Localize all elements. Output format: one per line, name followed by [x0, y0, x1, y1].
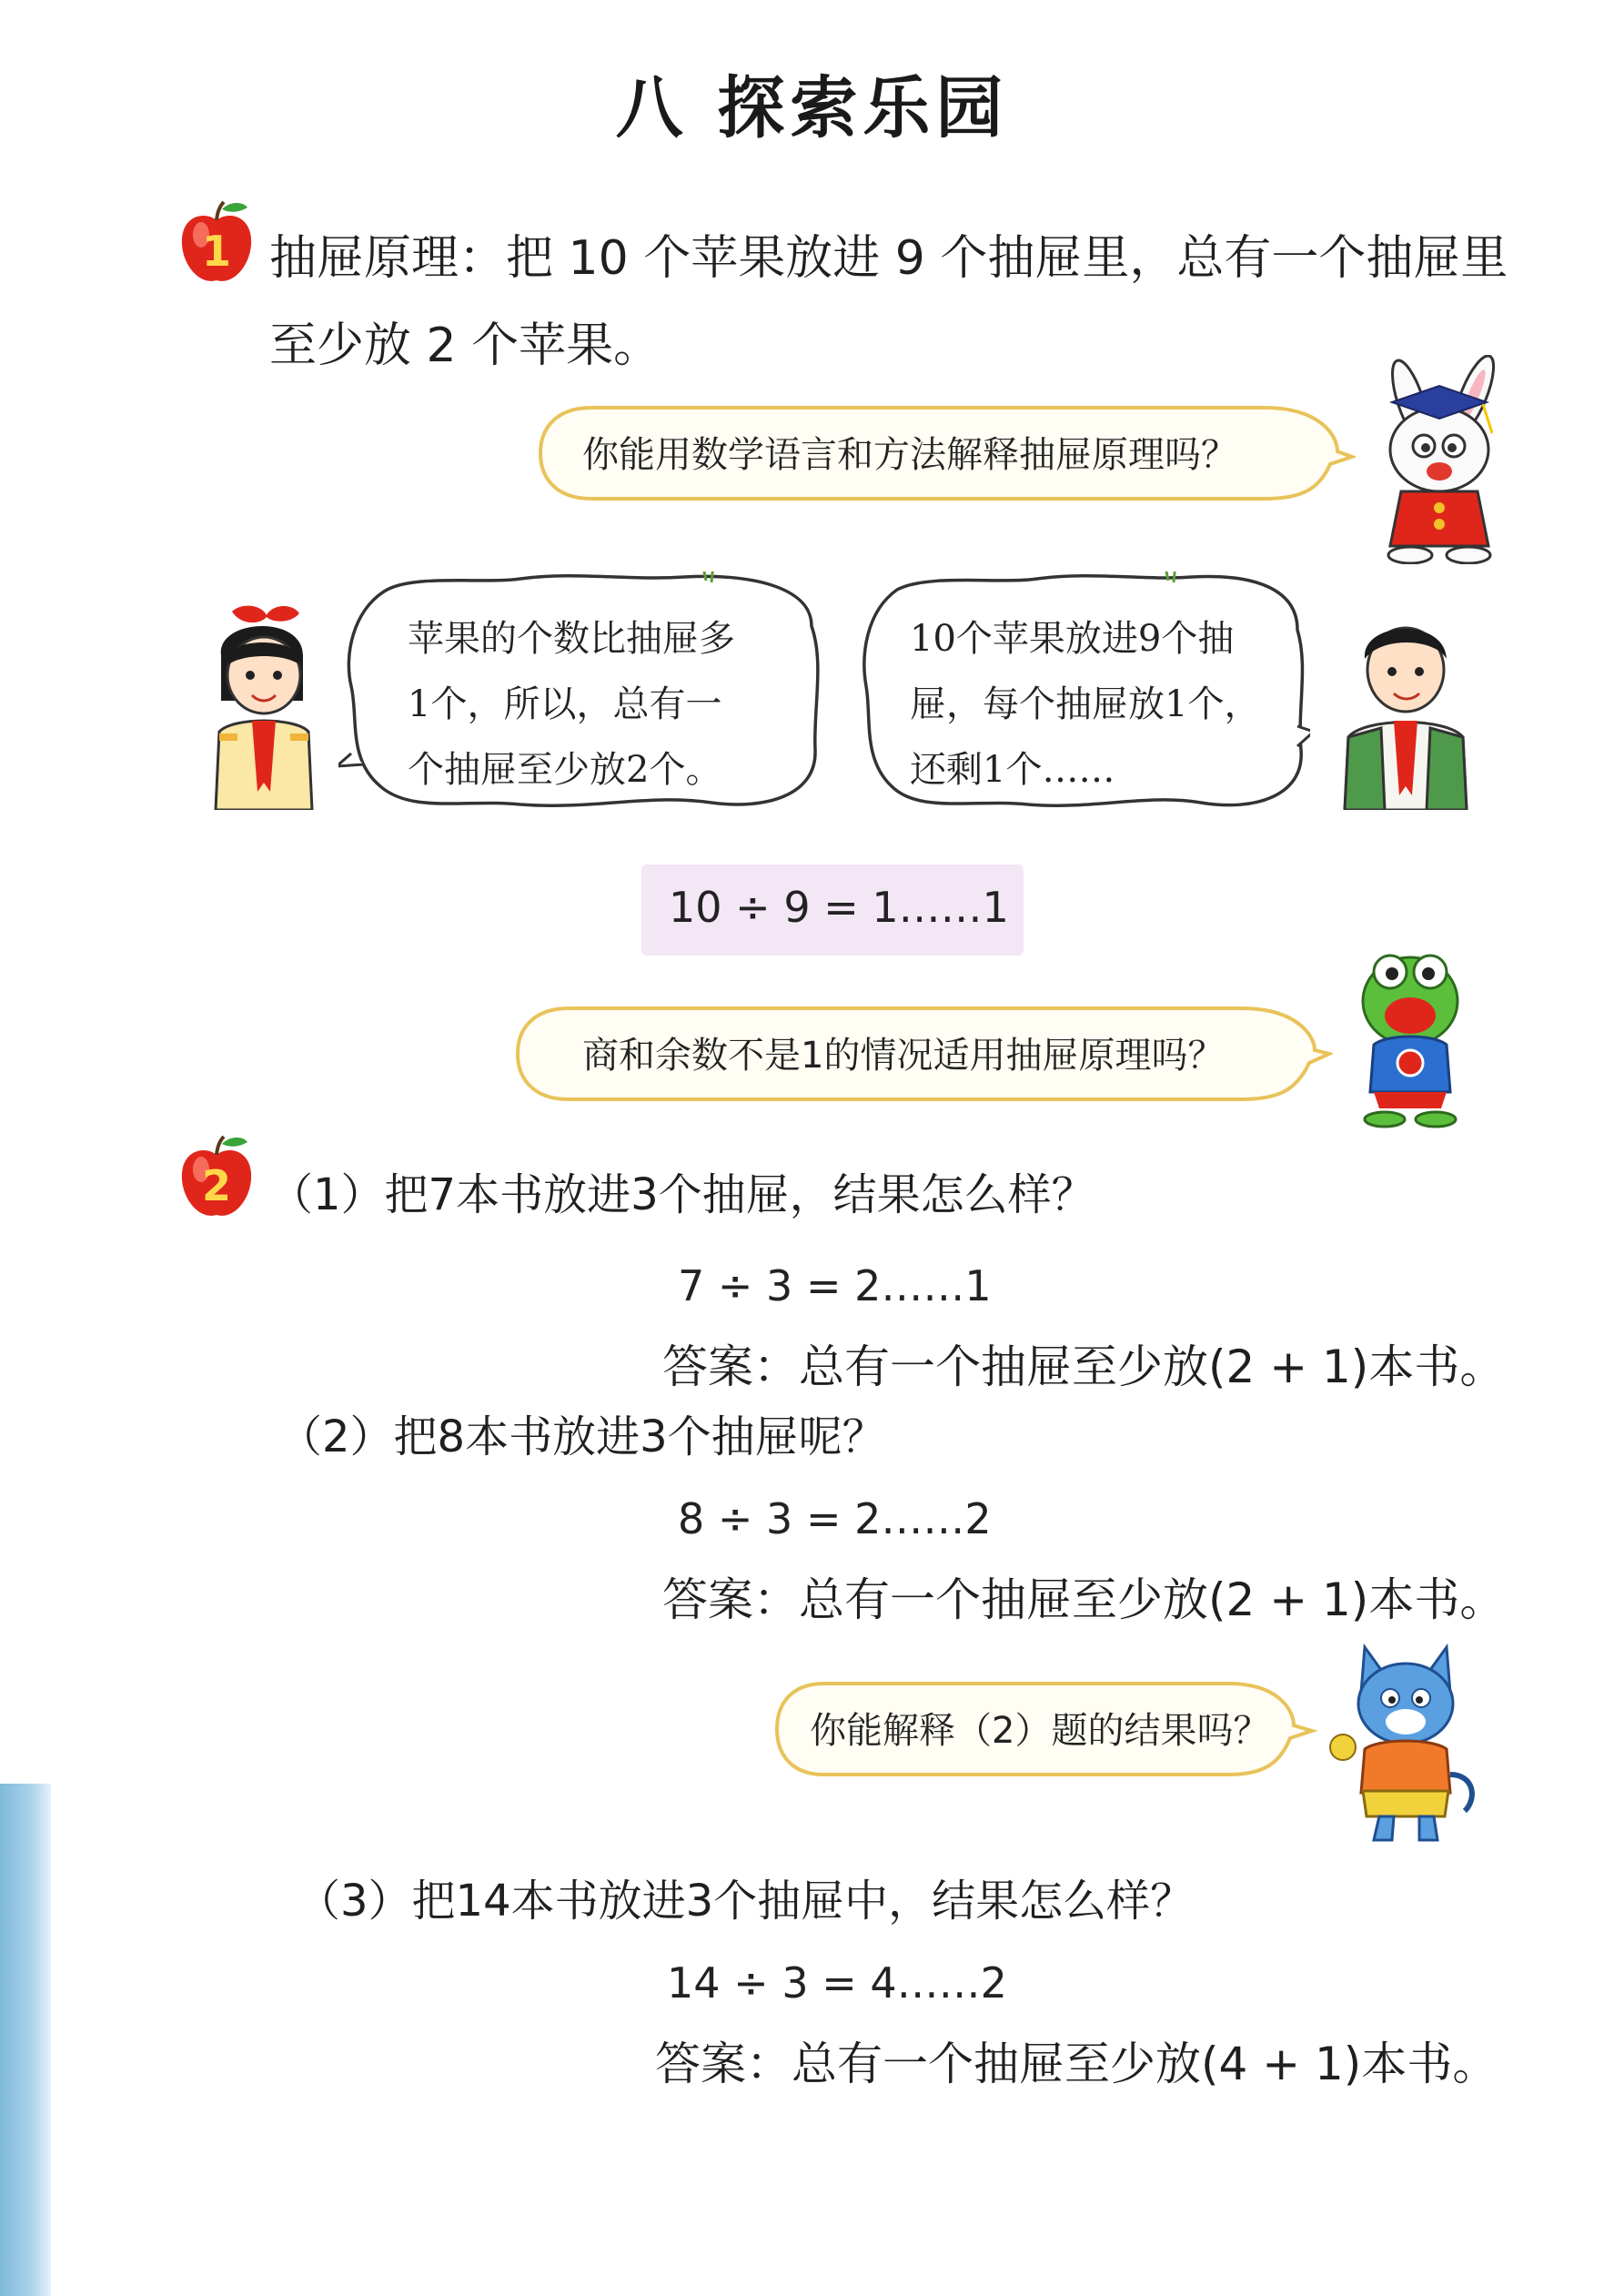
- problem2-part3-question: （3）把14本书放进3个抽屉中，结果怎么样？: [297, 1876, 1195, 1927]
- girl-cloud-line1: 苹果的个数比抽屉多: [408, 618, 735, 660]
- apple-number-badge-2: [171, 1133, 262, 1224]
- apple-number-badge-1: [171, 198, 262, 289]
- problem2-part3-answer: 答案：总有一个抽屉至少放(4 + 1)本书。: [655, 2038, 1498, 2090]
- problem2-part1-question: （1）把7本书放进3个抽屉，结果怎么样？: [269, 1169, 1095, 1220]
- frog-question: 商和余数不是1的情况适用抽屉原理吗？: [582, 1035, 1225, 1077]
- girl-cloud-line2: 1个，所以，总有一: [408, 683, 722, 725]
- frog-character-illustration: [1347, 946, 1474, 1128]
- problem2-part1-answer: 答案：总有一个抽屉至少放(2 + 1)本书。: [662, 1340, 1506, 1393]
- svg-text:1: 1: [201, 227, 232, 276]
- problem1-equation: 10 ÷ 9 = 1……1: [669, 883, 1009, 932]
- page-title: 八 探索乐园: [615, 69, 1009, 147]
- cat-question: 你能解释（2）题的结果吗？: [810, 1710, 1270, 1752]
- girl-cloud-line3: 个抽屉至少放2个。: [408, 749, 722, 791]
- problem2-part2-equation: 8 ÷ 3 = 2……2: [678, 1494, 992, 1543]
- boy-character-illustration: [1328, 601, 1483, 810]
- problem2-part1-equation: 7 ÷ 3 = 2……1: [678, 1261, 992, 1310]
- rabbit-question: 你能用数学语言和方法解释抽屉原理吗？: [582, 434, 1237, 476]
- cat-character-illustration: [1328, 1638, 1483, 1847]
- svg-text:2: 2: [201, 1161, 232, 1210]
- problem2-part2-answer: 答案：总有一个抽屉至少放(2 + 1)本书。: [662, 1573, 1506, 1626]
- boy-cloud-line1: 10个苹果放进9个抽: [910, 618, 1235, 660]
- page-edge-strip: [0, 1784, 51, 2296]
- boy-cloud-line3: 还剩1个……: [910, 749, 1115, 791]
- problem2-part2-question: （2）把8本书放进3个抽屉呢？: [278, 1411, 886, 1462]
- girl-character-illustration: [196, 601, 332, 810]
- problem1-statement-line2: 至少放 2 个苹果。: [269, 319, 661, 373]
- boy-cloud-line2: 屉，每个抽屉放1个，: [910, 683, 1261, 725]
- rabbit-character-illustration: [1356, 355, 1519, 564]
- problem2-part3-equation: 14 ÷ 3 = 4……2: [667, 1958, 1007, 2008]
- problem1-statement-line1: 抽屉原理：把 10 个苹果放进 9 个抽屉里，总有一个抽屉里: [269, 231, 1508, 286]
